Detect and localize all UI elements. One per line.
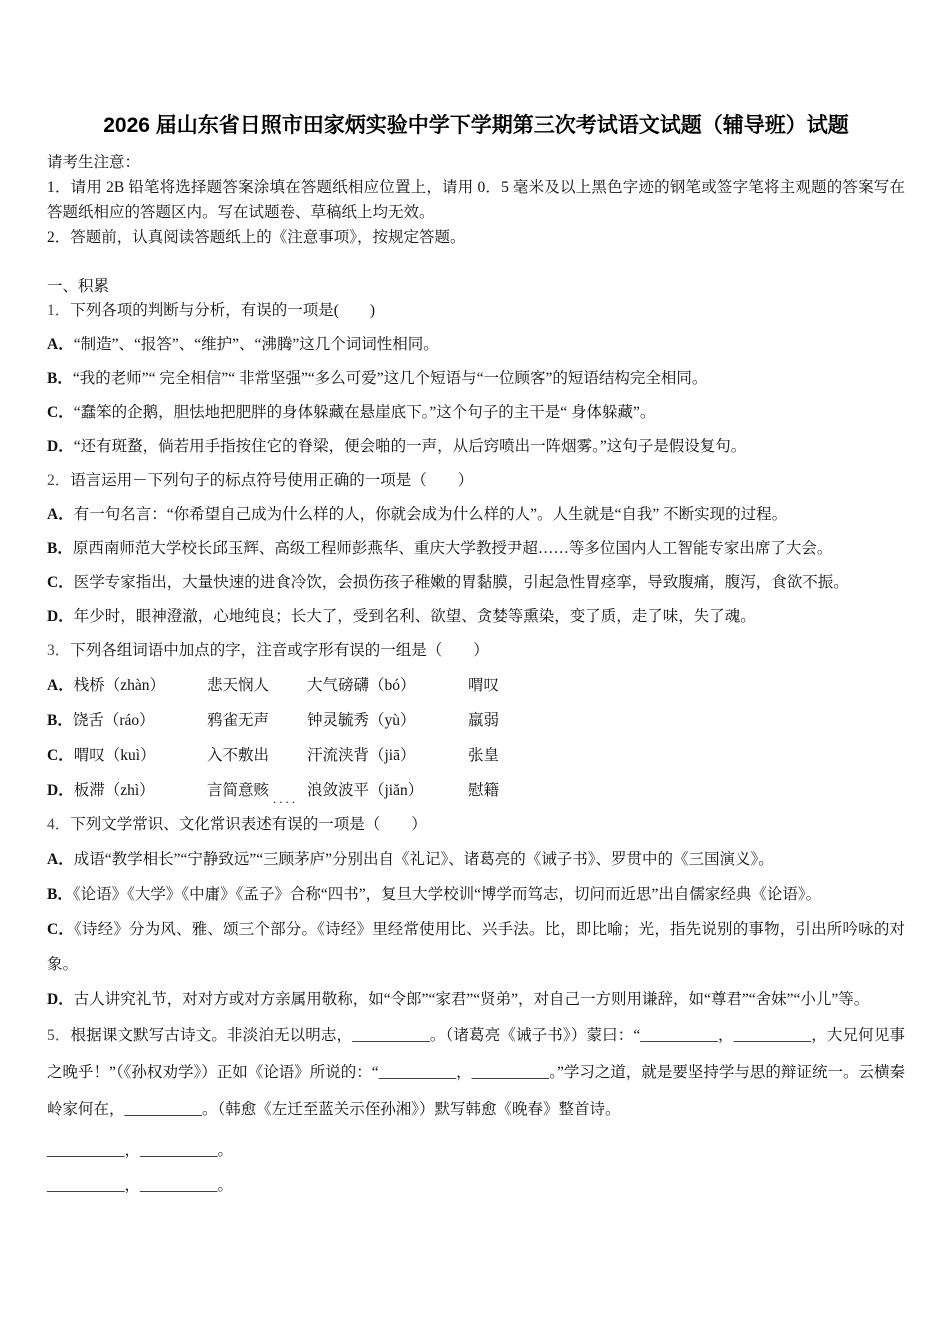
option-label: D． <box>47 991 74 1008</box>
word: 言简意赅 <box>207 782 270 799</box>
question-number: 3． <box>47 642 71 659</box>
question-stem <box>47 1017 905 1128</box>
question-number: 4． <box>47 816 71 833</box>
question-5 <box>47 1017 905 1203</box>
option-d <box>47 773 905 808</box>
exam-content <box>47 112 905 1203</box>
option-text: 年少时，眼神澄澈，心地纯良；长大了，受到名利、欲望、贪婪等熏染，变了质，走了味，失了魂。 <box>73 608 756 625</box>
word: 钟灵毓秀（yù） <box>307 712 416 729</box>
option-label: A． <box>47 506 74 523</box>
option-cell-2 <box>207 773 307 808</box>
option-cell-1 <box>47 738 207 773</box>
word: 板滞（zhì） <box>73 782 155 799</box>
question-text: 根据课文默写古诗文。非淡泊无以明志，__________。（诸葛亮《诫子书》）蒙曰：“__________，__________，大兄何见事之晚乎！”（《孙权劝学》）正如《论语》所说的：“__________，__________。”学习之道，就是要坚持学与思的辩证统一。云横秦岭家何在，__________。（韩愈《左迁至蓝关示侄孙湘》）默写韩愈《晚春》整首诗。 <box>47 1027 905 1118</box>
question-4 <box>47 813 905 1017</box>
word: 喟叹 <box>468 677 500 694</box>
option-label: A． <box>47 851 74 868</box>
option-text: 《诗经》分为风、雅、颂三个部分。《诗经》里经常使用比、兴手法。比，即比喻；光，指先说别的事物，引出所吟咏的对象。 <box>47 921 905 973</box>
option-d <box>47 430 905 464</box>
option-b <box>47 703 905 738</box>
option-text: 原西南师范大学校长邱玉辉、高级工程师彭燕华、重庆大学教授尹超……等多位国内人工智能专家出席了大会。 <box>72 540 833 557</box>
notice-item-1: 1．请用 2B 铅笔将选择题答案涂填在答题纸相应位置上，请用 0．5 毫米及以上黑色字迹的钢笔或签字笔将主观题的答案写在答题纸相应的答题区内。写在试题卷、草稿纸上均无效。 <box>47 178 905 221</box>
word: 悲天悯人 <box>207 677 270 694</box>
question-stem <box>47 469 905 493</box>
question-2 <box>47 469 905 634</box>
question-text: 下列各项的判断与分析，有误的一项是( ) <box>70 302 376 319</box>
option-label: C． <box>47 574 74 591</box>
question-3 <box>47 639 905 808</box>
option-text: “还有斑蝥，倘若用手指按住它的脊梁，便会啪的一声，从后窍喷出一阵烟雾。”这句子是假设复句。 <box>73 438 747 455</box>
option-label: A． <box>47 677 74 694</box>
notice-heading: 请考生注意： <box>47 153 141 171</box>
option-a <box>47 668 905 703</box>
word: 饶舌（ráo） <box>72 712 155 729</box>
answer-line-2: __________，__________。 <box>47 1177 234 1194</box>
option-text: 医学专家指出，大量快速的进食冷饮，会损伤孩子稚嫩的胃黏膜，引起急性胃痉挛，导致腹痛，腹泻，食欲不振。 <box>73 574 849 591</box>
question-number: 5． <box>47 1027 71 1044</box>
question-stem <box>47 813 905 837</box>
section-heading: 一、积累 <box>47 278 110 295</box>
option-text: 成语“教学相长”“宁静致远”“三顾茅庐”分别出自《礼记》、诸葛亮的《诫子书》、罗贯中的《三国演义》。 <box>73 851 774 868</box>
word: 羸弱 <box>468 712 500 729</box>
option-d <box>47 600 905 634</box>
option-text: “我的老师”“ 完全相信”“ 非常坚强”“多么可爱”这几个短语与“一位顾客”的短语结构完全相同。 <box>72 370 708 387</box>
option-a <box>47 842 905 877</box>
question-stem <box>47 299 905 323</box>
option-label: A． <box>47 336 74 353</box>
question-1 <box>47 299 905 464</box>
word: 鸦雀无声 <box>207 712 270 729</box>
option-cell-1 <box>47 703 207 738</box>
notice-block <box>47 150 905 250</box>
option-label: C． <box>47 404 74 421</box>
question-number: 1． <box>47 302 71 319</box>
answer-line-1: __________，__________。 <box>47 1142 234 1159</box>
option-text: 有一句名言：“你希望自己成为什么样的人，你就会成为什么样的人”。人生就是“自我” 不断实现的过程。 <box>73 506 788 523</box>
option-c <box>47 396 905 430</box>
option-cell-1 <box>47 773 207 808</box>
option-label: B． <box>47 540 73 557</box>
question-stem <box>47 639 905 663</box>
word: 栈桥（zhàn） <box>73 677 165 694</box>
option-label: C． <box>47 921 75 938</box>
emphasis-dots: .... <box>273 791 299 806</box>
option-label: D． <box>47 782 74 799</box>
option-label: B． <box>47 712 73 729</box>
question-number: 2． <box>47 472 71 489</box>
option-c <box>47 738 905 773</box>
word: 张皇 <box>468 747 500 764</box>
option-c <box>47 912 905 982</box>
word: 喟叹（kuì） <box>73 747 156 764</box>
option-cell-1 <box>47 668 207 703</box>
option-label: D． <box>47 608 74 625</box>
option-text: “制造”、“报答”、“维护”、“沸腾”这几个词词性相同。 <box>73 336 439 353</box>
option-b <box>47 362 905 396</box>
notice-item-2: 2．答题前，认真阅读答题纸上的《注意事项》，按规定答题。 <box>47 228 466 246</box>
option-text: “蠢笨的企鹅，胆怯地把肥胖的身体躲藏在悬崖底下。”这个句子的主干是“ 身体躲藏”。 <box>73 404 656 421</box>
word: 慰籍 <box>468 782 500 799</box>
option-label: D． <box>47 438 74 455</box>
word: 大气磅礴（bó） <box>307 677 416 694</box>
question-text: 下列文学常识、文化常识表述有误的一项是（ ） <box>70 816 427 833</box>
question-text: 语言运用－下列句子的标点符号使用正确的一项是（ ） <box>70 472 474 489</box>
word: 汗流浃背（jiā） <box>307 747 416 764</box>
option-label: B． <box>47 370 73 387</box>
option-b <box>47 877 905 912</box>
option-text: 古人讲究礼节，对对方或对方亲属用敬称，如“令郎”“家君”“贤弟”，对自己一方则用谦辞，如“尊君”“舍妹”“小儿”等。 <box>73 991 870 1008</box>
option-label: C． <box>47 747 74 764</box>
option-a <box>47 328 905 362</box>
option-label: B． <box>47 886 73 903</box>
exam-title: 2026 届山东省日照市田家炳实验中学下学期第三次考试语文试题（辅导班）试题 <box>103 114 849 137</box>
option-c <box>47 566 905 600</box>
option-b <box>47 532 905 566</box>
word: 入不敷出 <box>207 747 270 764</box>
option-text: 《论语》《大学》《中庸》《孟子》合称“四书”，复旦大学校训“博学而笃志，切问而近思”出自儒家经典《论语》。 <box>72 886 822 903</box>
question-text: 下列各组词语中加点的字，注音或字形有误的一组是（ ） <box>70 642 489 659</box>
option-d <box>47 982 905 1017</box>
option-a <box>47 498 905 532</box>
word: 浪敛波平（jiǎn） <box>307 782 424 799</box>
